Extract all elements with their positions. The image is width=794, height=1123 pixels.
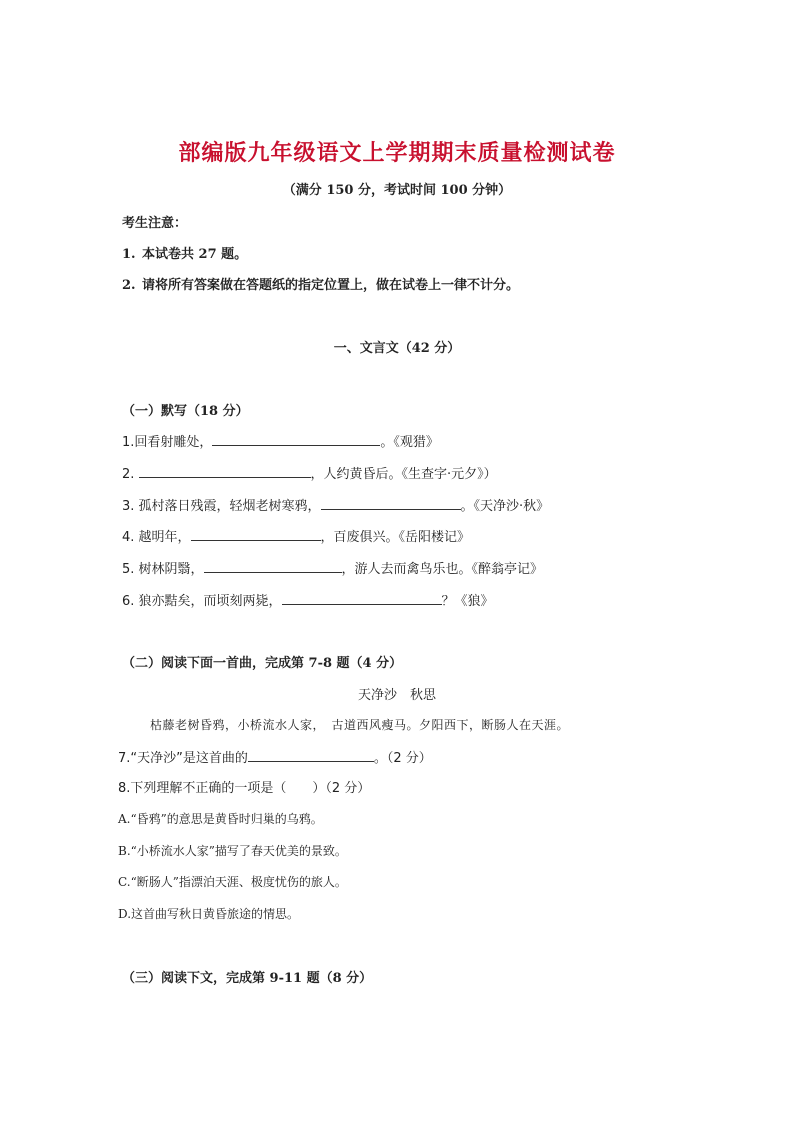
- part3-heading: （三）阅读下文，完成第 9-11 题（8 分）: [122, 971, 373, 986]
- answer-blank[interactable]: [139, 463, 311, 478]
- notice-item-text: 本试卷共 27 题。: [142, 247, 248, 262]
- answer-blank[interactable]: [248, 747, 374, 762]
- question-suffix: 。（2 分）: [373, 751, 432, 766]
- question-line: [122, 495, 549, 514]
- answer-blank[interactable]: [212, 431, 380, 446]
- question-line: [122, 431, 439, 450]
- question-prefix: 2.: [122, 467, 139, 482]
- part1-heading: （一）默写（18 分）: [122, 404, 249, 419]
- notice-item-text: 请将所有答案做在答题纸的指定位置上，做在试卷上一律不计分。: [142, 278, 520, 293]
- answer-option[interactable]: A.“昏鸦”的意思是黄昏时归巢的乌鸦。: [118, 812, 323, 826]
- poem-text: 枯藤老树昏鸦，小桥流水人家， 古道西风瘦马。夕阳西下，断肠人在天涯。: [150, 718, 570, 732]
- question-prefix: 5. 树林阴翳，: [122, 562, 204, 577]
- question-line: 8.下列理解不正确的一项是（ ）（2 分）: [118, 781, 371, 796]
- notice-item: [122, 243, 247, 262]
- question-suffix: 。《观猎》: [380, 435, 439, 450]
- question-prefix: 4. 越明年，: [122, 530, 191, 545]
- part2-heading: （二）阅读下面一首曲，完成第 7-8 题（4 分）: [122, 656, 403, 671]
- question-suffix: ，游人去而禽鸟乐也。《醉翁亭记》: [341, 562, 544, 577]
- question-suffix: ，人约黄昏后。《生查字·元夕》）: [310, 467, 497, 482]
- section-title: 一、文言文（42 分）: [333, 341, 461, 356]
- poem-title: 天净沙 秋思: [357, 688, 436, 703]
- notice-item: [122, 274, 519, 293]
- notice-heading: 考生注意：: [122, 216, 188, 231]
- notice-item-number: 1.: [122, 247, 136, 262]
- question-prefix: 7.“天净沙”是这首曲的: [118, 751, 248, 766]
- answer-option[interactable]: D.这首曲写秋日黄昏旅途的情思。: [118, 907, 300, 921]
- exam-subtitle: （满分 150 分，考试时间 100 分钟）: [282, 183, 512, 198]
- question-suffix: 。《天净沙·秋》: [460, 499, 550, 514]
- question-prefix: 3. 孤村落日残霞，轻烟老树寒鸦，: [122, 499, 321, 514]
- answer-option[interactable]: C.“断肠人”指漂泊天涯、极度忧伤的旅人。: [118, 875, 347, 889]
- answer-blank[interactable]: [191, 526, 321, 541]
- answer-blank[interactable]: [204, 558, 342, 573]
- notice-item-number: 2.: [122, 278, 136, 293]
- answer-blank[interactable]: [282, 590, 442, 605]
- exam-title: 部编版九年级语文上学期期末质量检测试卷: [178, 140, 616, 166]
- answer-option[interactable]: B.“小桥流水人家”描写了春天优美的景致。: [118, 844, 347, 858]
- question-line: [122, 590, 494, 609]
- question-suffix: ，百废俱兴。《岳阳楼记》: [320, 530, 471, 545]
- question-line: [122, 526, 470, 545]
- question-prefix: 1.回看射雕处，: [122, 435, 213, 450]
- question-line: [122, 558, 543, 577]
- question-line: [122, 463, 497, 482]
- question-suffix: ？《狼》: [441, 594, 494, 609]
- question-line: [118, 747, 432, 766]
- question-prefix: 6. 狼亦黠矣，而顷刻两毙，: [122, 594, 282, 609]
- answer-blank[interactable]: [321, 495, 461, 510]
